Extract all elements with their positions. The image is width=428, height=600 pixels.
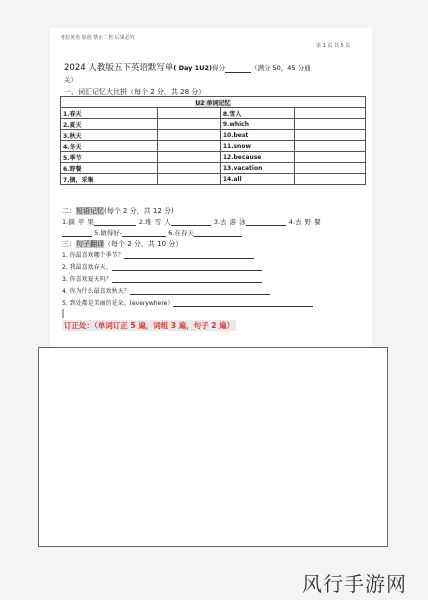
answer-blank[interactable]	[62, 229, 92, 237]
answer-cell[interactable]	[157, 108, 220, 119]
table-row: 1.春天 8.雪人	[61, 108, 366, 119]
answer-blank[interactable]	[194, 229, 242, 237]
section2-heading: 二：短语记忆(每个 2 分，共 12 分)	[62, 207, 174, 215]
answer-cell[interactable]	[157, 130, 220, 141]
section1-prefix: 一、	[64, 88, 78, 96]
answer-cell[interactable]	[294, 163, 365, 174]
vocab-table-header: U2 单词记忆	[61, 97, 366, 108]
answer-cell[interactable]	[157, 152, 220, 163]
answer-blank[interactable]	[246, 218, 286, 226]
section3-highlight: 句子翻译	[76, 240, 104, 248]
watermark: 风行手游网	[302, 572, 407, 596]
answer-cell[interactable]	[157, 163, 220, 174]
page-number: 第 1 页 共 5 页	[316, 43, 351, 49]
sentence-item: 5. 到处都是美丽的花朵。(everywhere）	[62, 298, 313, 307]
sentence-item: 1. 你最喜欢哪个季节？	[62, 250, 254, 259]
answer-blank[interactable]	[122, 229, 166, 237]
answer-blank[interactable]	[94, 218, 136, 226]
answer-cell[interactable]	[294, 152, 365, 163]
table-row: 7.摘，采集 14.all	[61, 174, 366, 185]
score-blank[interactable]	[225, 64, 251, 73]
table-row: 5.季节 12.because	[61, 152, 366, 163]
answer-blank[interactable]	[173, 299, 313, 307]
correction-note: 订正处：（单词订正 5 遍，词组 3 遍，句子 2 遍）	[64, 321, 235, 330]
vocab-table	[60, 96, 366, 185]
full-score: （满分 50，45 分通	[250, 64, 311, 72]
table-row: 4.冬天 11.snow	[61, 141, 366, 152]
answer-blank[interactable]	[130, 287, 270, 295]
title-tag: ( Day 1U2)	[173, 64, 212, 72]
answer-cell[interactable]	[294, 130, 365, 141]
header-left: 考拉英语 原创 禁止二售 后果必究	[60, 35, 135, 41]
answer-cell[interactable]	[157, 119, 220, 130]
answer-blank[interactable]	[112, 275, 262, 283]
worksheet-title	[64, 61, 311, 73]
full-score-cont: 关）	[64, 76, 77, 84]
table-row: 2.夏天 9.which	[61, 119, 366, 130]
correction-area[interactable]	[38, 347, 388, 547]
answer-blank[interactable]	[171, 218, 211, 226]
answer-cell[interactable]	[157, 174, 220, 185]
answer-cell[interactable]	[294, 119, 365, 130]
section3-heading: 三：句子翻译（每个 2 分，共 10 分）	[62, 240, 183, 248]
table-row: 3.秋天 10.best	[61, 130, 366, 141]
table-row: 6.野餐 13.vacation	[61, 163, 366, 174]
answer-cell[interactable]	[294, 141, 365, 152]
sentence-item: 4. 你为什么最喜欢秋天？	[62, 286, 270, 295]
answer-blank[interactable]	[124, 251, 254, 259]
section2-highlight: 短语记忆	[76, 207, 104, 215]
phrase-line-1: 1.摘 苹 果 2.堆 雪 人 3.去 游 泳 4.去 野 餐	[62, 218, 321, 226]
section1-text: 词汇记忆大比拼（每个 2 分，共 28 分）	[78, 88, 206, 96]
text-cursor-icon	[62, 309, 64, 318]
answer-blank[interactable]	[112, 263, 262, 271]
answer-cell[interactable]	[294, 174, 365, 185]
title-main: 2024 人教版五下英语默写单	[64, 63, 174, 73]
phrase-line-2: 5.做得好- 6.在春天	[62, 228, 242, 237]
answer-cell[interactable]	[157, 141, 220, 152]
sentence-item: 2. 我最喜欢春天。	[62, 262, 262, 271]
sentence-item: 3. 你喜欢夏天吗？	[62, 274, 262, 283]
score-label: 得分	[211, 64, 225, 72]
answer-cell[interactable]	[294, 108, 365, 119]
